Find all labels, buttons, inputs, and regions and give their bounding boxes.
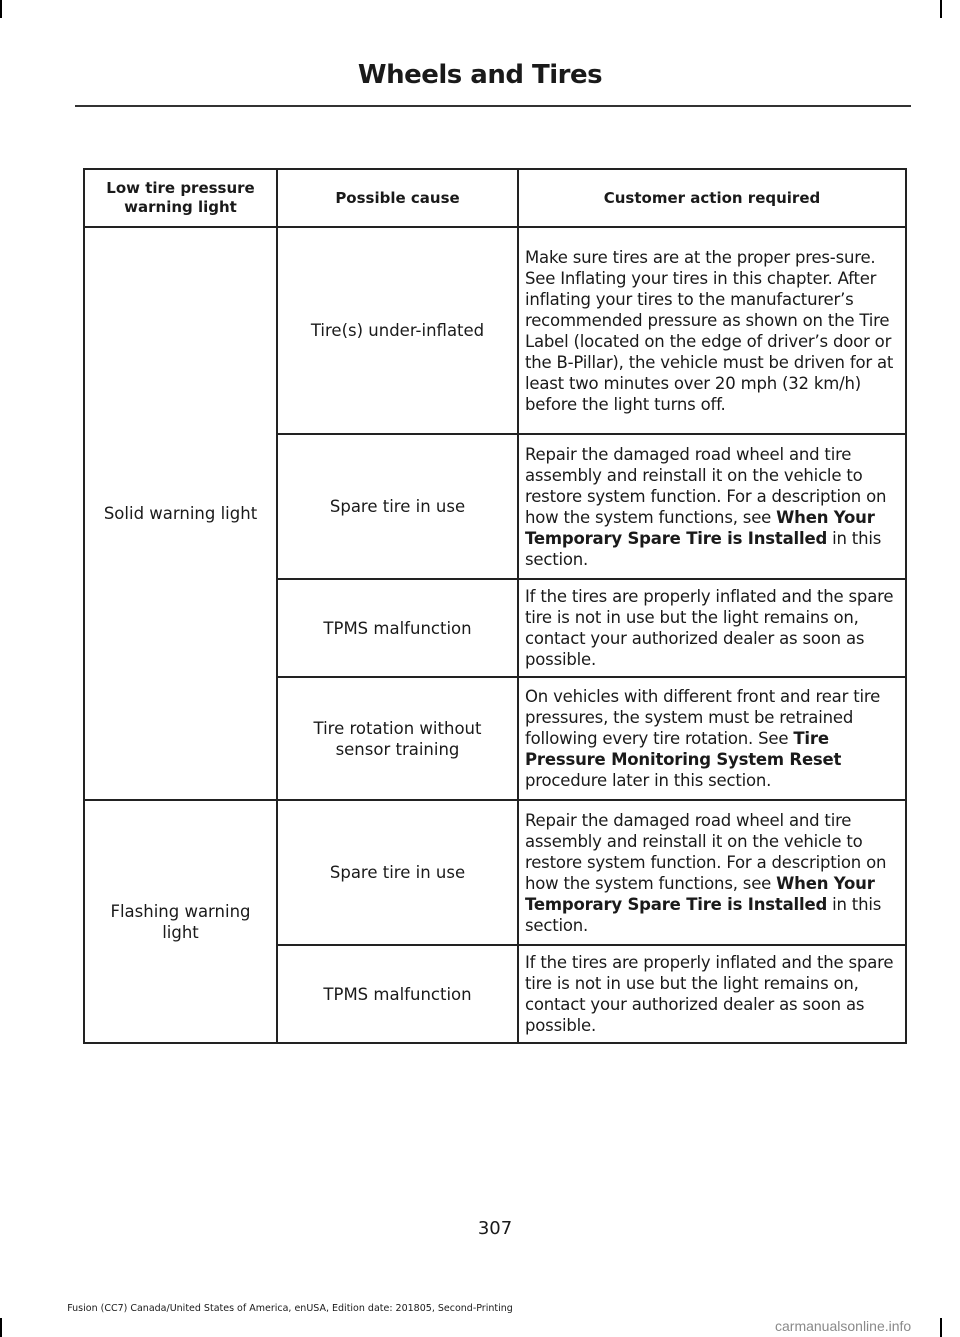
action-text: Repair the damaged road wheel and tire assembly and reinstall it on the vehicle to restore system function. For a description on how the system functions, see <box>525 810 887 893</box>
warning-light-cell: Flashing warning light <box>84 800 277 1043</box>
action-text: procedure later in this section. <box>525 771 772 790</box>
action-cell <box>518 579 906 677</box>
header-customer-action: Customer action required <box>518 169 906 227</box>
action-cell <box>518 800 906 945</box>
action-text: If the tires are properly inflated and the spare tire is not in use but the light remains on, contact your authorized dealer as soon as possible. <box>525 953 894 1035</box>
action-text: If the tires are properly inflated and the spare tire is not in use but the light remains on, contact your authorized dealer as soon as possible. <box>525 587 894 669</box>
crop-mark <box>0 1318 2 1337</box>
page-title: Wheels and Tires <box>357 60 603 90</box>
cause-cell: Tire rotation without sensor training <box>277 677 518 800</box>
header-possible-cause: Possible cause <box>277 169 518 227</box>
action-cell <box>518 945 906 1043</box>
section-reference: When Your Temporary Spare Tire is Installed <box>525 873 875 914</box>
crop-mark <box>0 0 2 18</box>
action-text: On vehicles with different front and rear tire pressures, the system must be retrained following every tire rotation. See <box>525 687 881 748</box>
title-divider <box>75 105 911 107</box>
action-text: Repair the damaged road wheel and tire assembly and reinstall it on the vehicle to restore system function. For a description on how the system functions, see <box>525 444 887 527</box>
watermark: carmanualsonline.info <box>775 1318 912 1334</box>
cause-cell: TPMS malfunction <box>277 579 518 677</box>
action-cell <box>518 227 906 434</box>
action-text: in this section. <box>525 528 882 569</box>
header-warning-light: Low tire pressure warning light <box>84 169 277 227</box>
tpms-warning-table <box>83 168 907 1044</box>
action-cell <box>518 434 906 579</box>
crop-mark <box>940 1318 942 1337</box>
action-text: in this section. <box>525 894 882 935</box>
footer-edition-info: Fusion (CC7) Canada/United States of America, enUSA, Edition date: 201805, Second-Printing <box>67 1303 513 1314</box>
section-reference: Tire Pressure Monitoring System Reset <box>525 729 842 769</box>
table-row <box>84 227 906 434</box>
cause-cell: Tire(s) under-inflated <box>277 227 518 434</box>
crop-mark <box>940 0 942 18</box>
warning-light-cell: Solid warning light <box>84 227 277 800</box>
table-row <box>84 800 906 945</box>
table-header-row <box>84 169 906 227</box>
section-reference: When Your Temporary Spare Tire is Installed <box>525 507 875 548</box>
page-number: 307 <box>477 1218 513 1239</box>
action-cell <box>518 677 906 800</box>
cause-cell: TPMS malfunction <box>277 945 518 1043</box>
cause-cell: Spare tire in use <box>277 434 518 579</box>
action-text: Make sure tires are at the proper pres-sure. See Inflating your tires in this chapter. After inflating your tires to the manufacturer’s recommended pressure as shown on the Tire Label (located on the edge of driver’s door or the B-Pillar), the vehicle must be driven for at least two minutes over 20 mph (32 km/h) before the light turns off. <box>525 247 894 414</box>
cause-cell: Spare tire in use <box>277 800 518 945</box>
